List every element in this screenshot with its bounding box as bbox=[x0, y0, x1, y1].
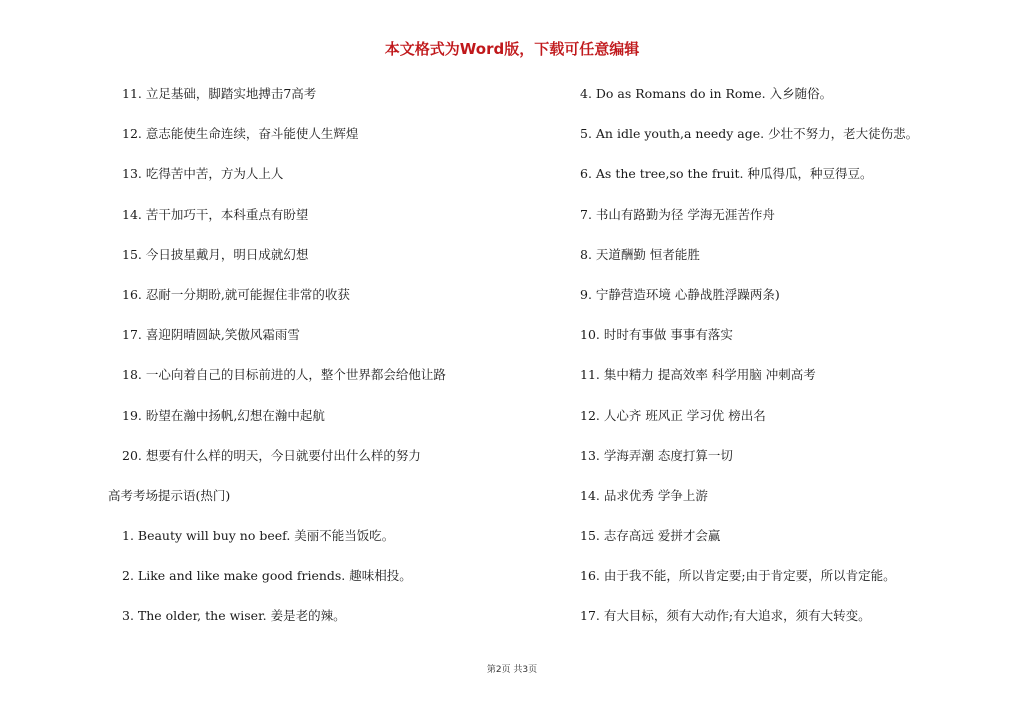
list-item: 17. 有大目标，须有大动作;有大追求，须有大转变。 bbox=[580, 608, 871, 624]
left-column bbox=[108, 83, 568, 646]
list-item: 19. 盼望在瀚中扬帆,幻想在瀚中起航 bbox=[122, 407, 325, 423]
section-heading: 高考考场提示语(热门) bbox=[108, 487, 231, 503]
list-item: 15. 今日披星戴月，明日成就幻想 bbox=[122, 246, 309, 262]
list-item: 6. As the tree,so the fruit. 种瓜得瓜，种豆得豆。 bbox=[580, 166, 873, 182]
list-item: 11. 立足基础，脚踏实地搏击7高考 bbox=[122, 86, 317, 101]
page-footer: 第2页 共3页 bbox=[486, 665, 538, 675]
list-item: 13. 吃得苦中苦，方为人上人 bbox=[122, 166, 284, 182]
list-item: 7. 书山有路勤为径 学海无涯苦作舟 bbox=[580, 206, 775, 222]
right-column bbox=[580, 83, 1000, 646]
list-item: 3. The older, the wiser. 姜是老的辣。 bbox=[122, 608, 346, 624]
list-item: 5. An idle youth,a needy age. 少壮不努力，老大徒伤悲。 bbox=[580, 126, 919, 142]
list-item: 20. 想要有什么样的明天，今日就要付出什么样的努力 bbox=[122, 447, 421, 463]
document-banner: 本文格式为Word版，下载可任意编辑 bbox=[384, 40, 640, 58]
list-item: 14. 苦干加巧干，本科重点有盼望 bbox=[122, 206, 309, 222]
list-item: 12. 人心齐 班风正 学习优 榜出名 bbox=[580, 407, 766, 423]
list-item: 2. Like and like make good friends. 趣味相投。 bbox=[122, 568, 412, 584]
list-item: 12. 意志能使生命连续，奋斗能使人生辉煌 bbox=[122, 126, 359, 142]
list-item: 1. Beauty will buy no beef. 美丽不能当饭吃。 bbox=[122, 528, 395, 544]
list-item: 15. 志存高远 爱拼才会赢 bbox=[580, 528, 721, 544]
list-item: 17. 喜迎阴晴圆缺,笑傲风霜雨雪 bbox=[122, 327, 300, 343]
list-item: 9. 宁静营造环境 心静战胜浮躁两条) bbox=[580, 286, 780, 302]
list-item: 11. 集中精力 提高效率 科学用脑 冲刺高考 bbox=[580, 367, 816, 383]
list-item: 4. Do as Romans do in Rome. 入乡随俗。 bbox=[580, 86, 833, 101]
list-item: 14. 品求优秀 学争上游 bbox=[580, 487, 708, 503]
list-item: 10. 时时有事做 事事有落实 bbox=[580, 327, 733, 343]
list-item: 16. 由于我不能，所以肯定要;由于肯定要，所以肯定能。 bbox=[580, 568, 896, 584]
list-item: 18. 一心向着自己的目标前进的人，整个世界都会给他让路 bbox=[122, 367, 446, 383]
list-item: 8. 天道酬勤 恒者能胜 bbox=[580, 246, 700, 262]
list-item: 13. 学海弄潮 态度打算一切 bbox=[580, 447, 733, 463]
list-item: 16. 忍耐一分期盼,就可能握住非常的收获 bbox=[122, 286, 350, 302]
